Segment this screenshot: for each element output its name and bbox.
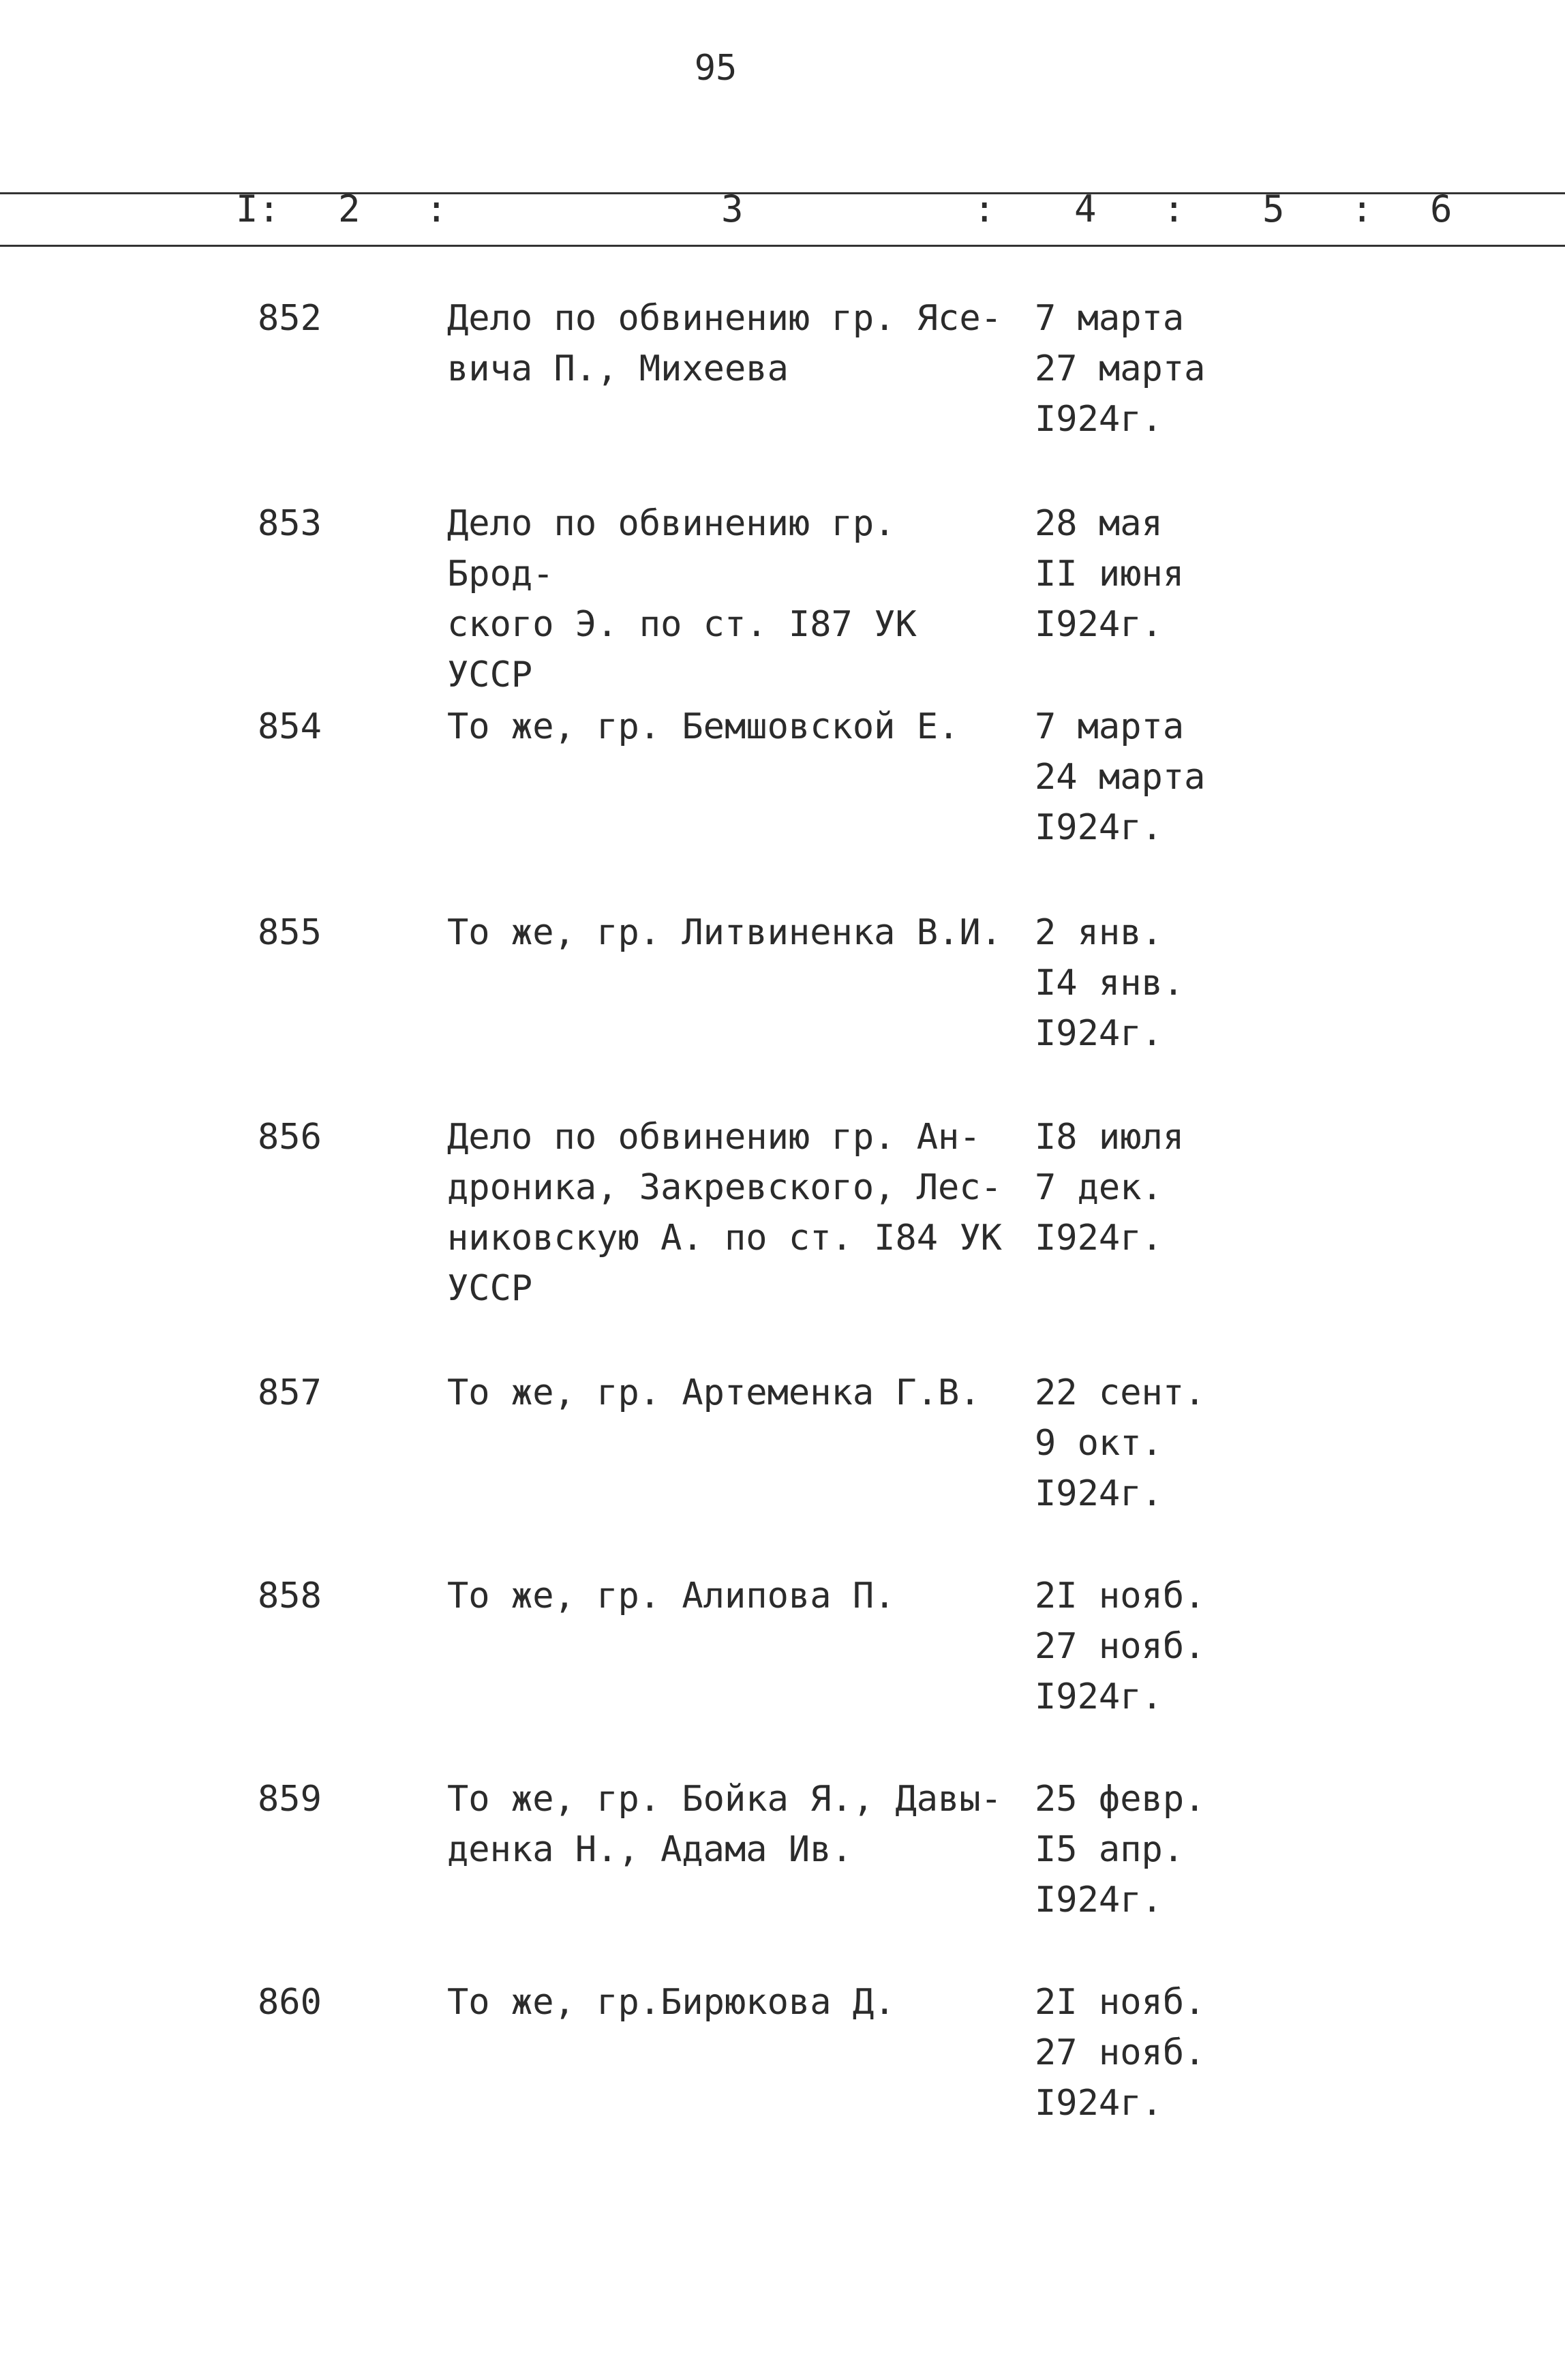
column-header-1: I: bbox=[236, 187, 281, 230]
record-number: 855 bbox=[258, 912, 322, 953]
record-row bbox=[0, 1977, 1565, 2154]
record-title: Дело по обвинению гр. Брод- ского Э. по ст. I87 УК УССР bbox=[447, 503, 917, 695]
column-header-3: 3 bbox=[721, 187, 744, 230]
record-title: Дело по обвинению гр. Ясе- вича П., Михеева bbox=[447, 298, 1002, 389]
record-row bbox=[0, 1368, 1565, 1571]
record-dates: I8 июля 7 дек. I924г. bbox=[1035, 1117, 1185, 1259]
column-header-2: 2 bbox=[338, 187, 361, 230]
record-row bbox=[0, 1571, 1565, 1774]
record-number: 854 bbox=[258, 706, 322, 747]
record-number: 859 bbox=[258, 1779, 322, 1820]
record-row bbox=[0, 907, 1565, 1112]
column-separator: : bbox=[973, 187, 996, 230]
record-title: То же, гр. Литвиненка В.И. bbox=[447, 912, 1002, 953]
record-number: 853 bbox=[258, 503, 322, 544]
record-title: То же, гр. Бемшовской Е. bbox=[447, 706, 960, 747]
record-dates: 2I нояб. 27 нояб. I924г. bbox=[1035, 1576, 1206, 1717]
record-title: То же, гр. Артеменка Г.В. bbox=[447, 1372, 981, 1413]
column-header-4: 4 bbox=[1074, 187, 1097, 230]
record-dates: 25 февр. I5 апр. I924г. bbox=[1035, 1779, 1206, 1920]
record-dates: 2 янв. I4 янв. I924г. bbox=[1035, 912, 1185, 1054]
column-separator: : bbox=[1163, 187, 1185, 230]
record-row bbox=[0, 293, 1565, 498]
record-title: То же, гр. Бойка Я., Давы- денка Н., Адама Ив. bbox=[447, 1779, 1002, 1870]
record-row bbox=[0, 702, 1565, 907]
column-separator: : bbox=[425, 187, 448, 230]
record-dates: 2I нояб. 27 нояб. I924г. bbox=[1035, 1982, 1206, 2124]
record-title: Дело по обвинению гр. Ан- дроника, Закревского, Лес- никовскую А. по ст. I84 УК УССР bbox=[447, 1117, 1002, 1309]
record-dates: 28 мая II июня I924г. bbox=[1035, 503, 1185, 645]
record-number: 858 bbox=[258, 1576, 322, 1616]
column-header-5: 5 bbox=[1262, 187, 1285, 230]
record-row bbox=[0, 1774, 1565, 1977]
column-separator: : bbox=[1351, 187, 1373, 230]
record-title: То же, гр. Алипова П. bbox=[447, 1576, 896, 1616]
record-dates: 7 марта 27 марта I924г. bbox=[1035, 298, 1206, 440]
record-dates: 22 сент. 9 окт. I924г. bbox=[1035, 1372, 1206, 1514]
column-header-6: 6 bbox=[1430, 187, 1453, 230]
record-dates: 7 марта 24 марта I924г. bbox=[1035, 706, 1206, 848]
column-header-row bbox=[0, 187, 1565, 245]
record-number: 856 bbox=[258, 1117, 322, 1158]
record-title: То же, гр.Бирюкова Д. bbox=[447, 1982, 896, 2023]
record-row bbox=[0, 498, 1565, 702]
records-list bbox=[0, 293, 1565, 2154]
record-number: 852 bbox=[258, 298, 322, 339]
record-number: 860 bbox=[258, 1982, 322, 2023]
header-bottom-rule bbox=[0, 245, 1565, 247]
record-number: 857 bbox=[258, 1372, 322, 1413]
record-row bbox=[0, 1112, 1565, 1368]
page-number: 95 bbox=[694, 48, 738, 89]
